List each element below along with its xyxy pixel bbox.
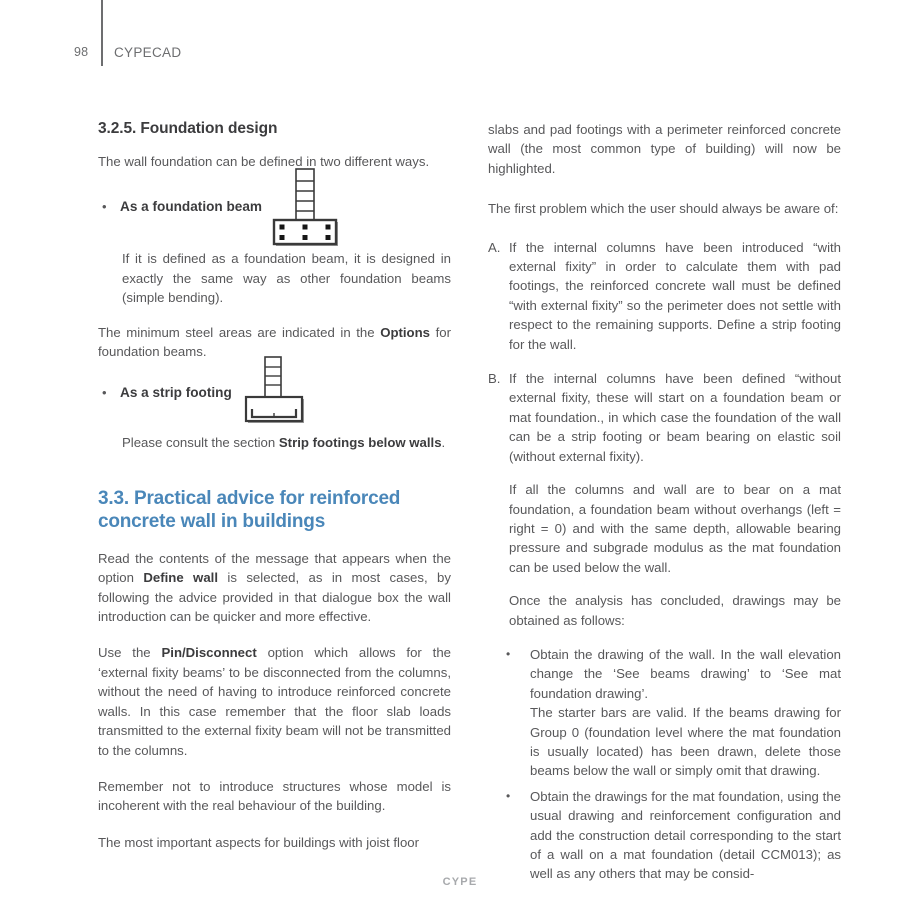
text-fragment: The minimum steel areas are indicated in the [98,324,381,340]
lettered-body-a [509,238,841,354]
paragraph-mat-foundation-drawings: Obtain the drawings for the mat foundation, using the usual drawing and reinforcement configuration and add the construction detail corresponding to the start of a wall on a mat foundation (detail CCM013); as well as any others that may be consid- [530,788,841,882]
bullet-marker: • [102,385,107,401]
right-text-column [488,120,841,890]
bullet-marker: • [506,646,511,661]
lettered-marker-a: A. [488,239,501,255]
page-header [0,0,920,70]
header-title: CYPECAD [114,45,182,60]
paragraph-incoherent-model-warning: Remember not to introduce structures whose model is incoherent with the real behaviour of the building. [98,778,451,814]
header-divider-rule [101,0,103,66]
paragraph-item-b-mat-foundation: If all the columns and wall are to bear on a mat foundation, a foundation beam without overhangs (left = right = 0) and with the same depth, allowable bearing pressure and subgrade modulus as the mat foundation can be used below the wall. [509,482,841,575]
paragraph-item-a-text: If the internal columns have been introduced “with external fixity” in order to calculate them with pad footings, the reinforced concrete wall must be defined “with external fixity” so the perimeter does not settle with respect to the remaining supports. Define a strip footing for the wall. [509,239,841,352]
text-fragment: option which allows for the ‘external fixity beams’ to be disconnected from the columns, without the need of having to introduce reinforced concrete walls. In this case remember that the floor slab loads transmitted to the external fixity beam will not be transmitted to the columns. [98,645,451,758]
strip-footing-section-diagram [243,355,307,430]
paragraph-strip-footings-reference [122,433,451,452]
text-fragment: . [441,435,446,451]
paragraph-intro: The wall foundation can be defined in two different ways. [98,154,430,169]
page-subheading-foundation-design: 3.2.5. Foundation design [98,120,278,137]
bullet-marker: • [102,199,107,215]
bullet-as-a-foundation-beam [98,197,451,219]
bold-define-wall: Define wall [143,570,218,586]
text-fragment: is selected, as in most cases, by following the advice provided in that dialogue box the wall introduction can be quicker and more effective. [98,570,451,625]
paragraph-joist-floor-continuation: The most important aspects for buildings with joist floor [98,834,420,850]
bullet-label-foundation-beam: As a foundation beam [120,199,262,215]
paragraph-foundation-beam-description: If it is defined as a foundation beam, it is designed in exactly the same way as other foundation beams (simple bending). [122,251,451,306]
text-fragment: Use the [98,645,162,661]
page-number: 98 [74,45,89,59]
bullet-as-a-strip-footing [98,383,451,405]
paragraph-wall-elevation-change: Obtain the drawing of the wall. In the wall elevation change the ‘See beams drawing’ to ‘See mat foundation drawing’. [530,646,841,701]
lettered-item-a [488,238,841,354]
paragraph-starter-bars: The starter bars are valid. If the beams drawing for Group 0 (foundation level where the mat foundation is usually located) has been drawn, delete those beams below the wall or simply omit that drawing. [530,705,841,779]
lettered-body-b [509,369,841,630]
bold-pin-disconnect: Pin/Disconnect [161,645,257,661]
page-section-heading-practical-advice: 3.3. Practical advice for reinforced concrete wall in buildings [98,487,401,532]
list-item-obtain-mat-foundation-drawings [488,787,841,884]
footer-logo-cype: CYPE [442,876,478,888]
list-item-obtain-wall-drawing [488,645,841,781]
paragraph-first-problem: The first problem which the user should always be aware of: [488,201,839,217]
list-item-body [530,645,841,781]
paragraph-pin-disconnect-advice [98,643,451,759]
left-text-column [98,120,451,852]
bullet-marker: • [506,788,511,803]
paragraph-define-wall-advice [98,549,451,627]
bold-strip-footings-below-walls: Strip footings below walls [278,435,442,451]
foundation-beam-section-diagram [270,167,342,252]
page-footer [0,872,920,890]
list-item-body [530,787,841,884]
paragraph-item-b-text: If the internal columns have been defined “without external fixity, these will start on a foundation beam or mat foundation., in which case the foundation of the wall can be a strip footing or beam bearing on elastic soil (without external fixity). [509,371,841,464]
lettered-item-b [488,369,841,630]
paragraph-slabs-and-pad-footings: slabs and pad footings with a perimeter reinforced concrete wall (the most common type of building) will now be highlighted. [488,122,841,176]
lettered-marker-b: B. [488,371,501,387]
bold-options: Options [380,324,431,340]
text-fragment: for foundation beams. [98,324,451,360]
text-fragment: Read the contents of the message that appears when the option [98,550,451,586]
paragraph-item-b-drawings-intro: Once the analysis has concluded, drawings may be obtained as follows: [509,593,841,628]
bullet-label-strip-footing: As a strip footing [120,385,232,401]
text-fragment: Please consult the section [122,435,279,451]
